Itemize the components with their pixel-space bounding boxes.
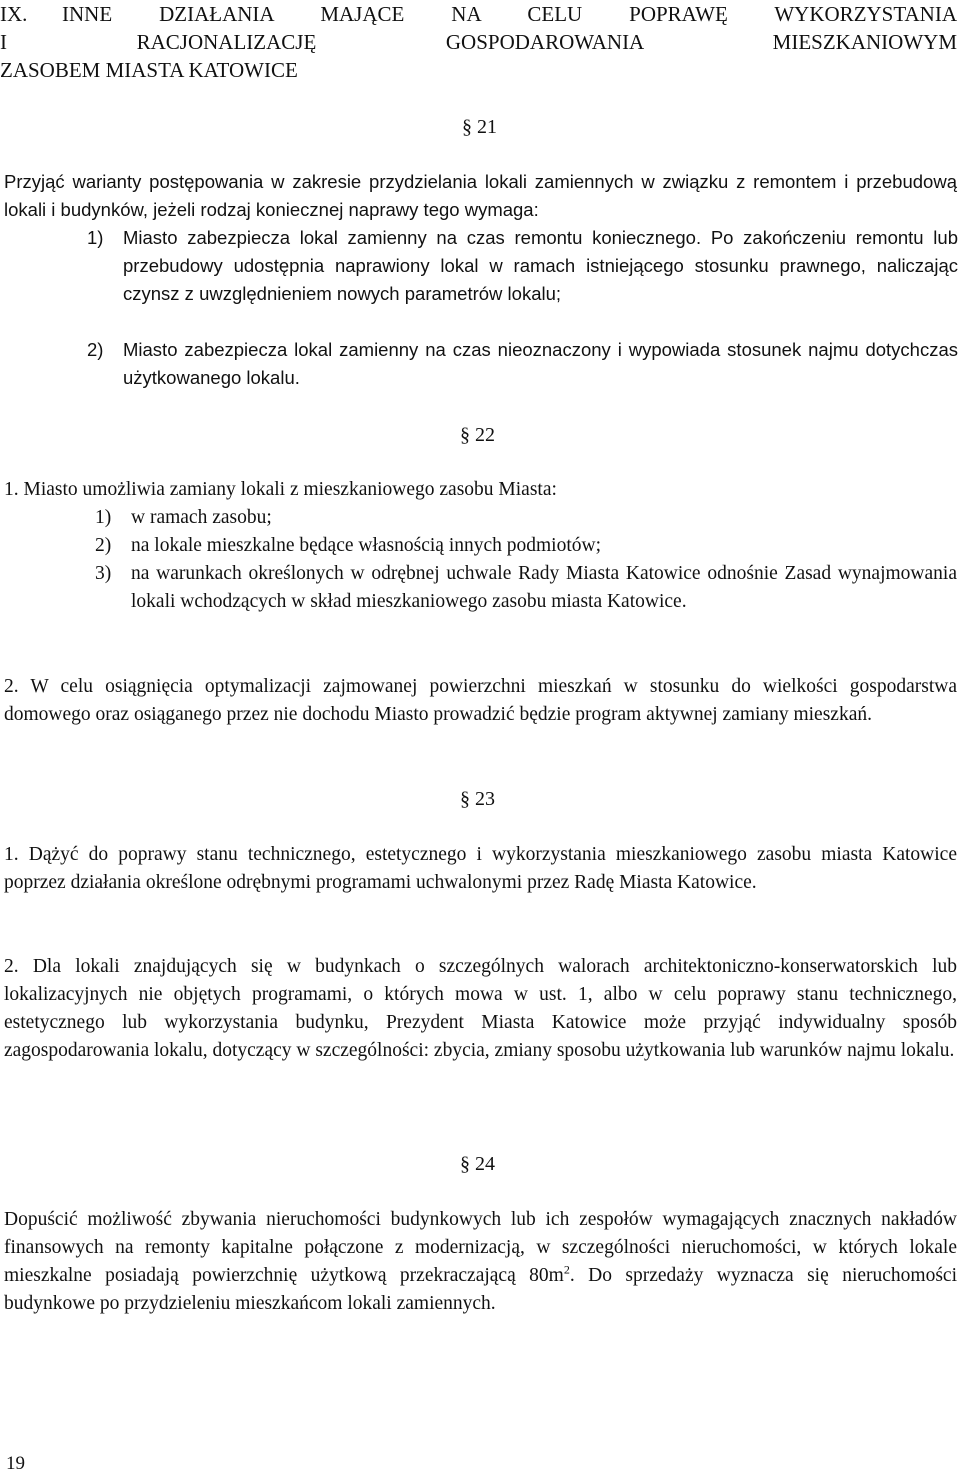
- item-marker: 2): [95, 535, 112, 556]
- chapter-heading: [0, 0, 957, 84]
- section-21-intro: Przyjąć warianty postępowania w zakresie przydzielania lokali zamiennych w związku z remontem i przebudową lokali i budynków, jeżeli rodzaj koniecznej naprawy tego wymaga:: [4, 171, 957, 220]
- section-mark-24: § 24: [460, 1153, 495, 1175]
- section-mark-21: § 21: [462, 116, 497, 138]
- page-number: 19: [6, 1453, 25, 1474]
- section-22-item-3: [95, 560, 957, 616]
- section-23-para-2: 2. Dla lokali znajdujących się w budynkach o szczególnych walorach architektoniczno-konserwatorskich lub lokalizacyjnych nie objętych programami, o których mowa w ust. 1, albo w celu poprawy stanu technicznego, estetycznego lub wykorzystania budynku, Prezydent Miasta Katowice może przyjąć indywidualny sposób zagospodarowania lokalu, dotyczący w szczególności: zbycia, zmiany sposobu użytkowania lub warunków najmu lokalu.: [4, 956, 957, 1061]
- chapter-title-line-3: ZASOBEM MIASTA KATOWICE: [0, 58, 298, 82]
- item-marker: 1): [87, 227, 104, 248]
- item-text: na lokale mieszkalne będące własnością innych podmiotów;: [131, 535, 602, 556]
- item-marker: 1): [95, 507, 112, 528]
- section-mark-22: § 22: [460, 424, 495, 446]
- chapter-title-line-1: INNE DZIAŁANIA MAJĄCE NA CELU POPRAWĘ WYKORZYSTANIA: [62, 2, 957, 26]
- section-22-item-2: [95, 532, 957, 560]
- item-text: na warunkach określonych w odrębnej uchwale Rady Miasta Katowice odnośnie Zasad wynajmowania lokali wchodzących w skład mieszkaniowego zasobu miasta Katowice.: [131, 563, 957, 612]
- superscript-exponent: 2: [563, 1262, 570, 1277]
- para-text-before: Dopuścić możliwość zbywania nieruchomości budynkowych lub ich zespołów wymagających znacznych nakładów finansowych na remonty kapitalne połączone z modernizacją, w szczególności nieruchomości, w których lokale mieszkalne posiadają powierzchnię użytkową przekraczającą 80m: [4, 1209, 957, 1286]
- section-22-para-1-lead: 1. Miasto umożliwia zamiany lokali z mieszkaniowego zasobu Miasta:: [4, 479, 557, 500]
- item-marker: 3): [95, 563, 112, 584]
- section-21-item-2: [87, 336, 958, 392]
- section-24-para-1: [4, 1206, 957, 1318]
- section-21-item-1: [87, 224, 958, 308]
- item-marker: 2): [87, 339, 104, 360]
- chapter-title-line-2: I RACJONALIZACJĘ GOSPODAROWANIA MIESZKANIOWYM: [0, 30, 957, 54]
- item-text: w ramach zasobu;: [131, 507, 272, 528]
- item-text: Miasto zabezpiecza lokal zamienny na czas remontu koniecznego. Po zakończeniu remontu lub przebudowy udostępnia naprawiony lokal w ramach istniejącego stosunku prawnego, naliczając czynsz z uwzględnieniem nowych parametrów lokalu;: [123, 227, 958, 304]
- section-22-item-1: [95, 504, 957, 532]
- section-mark-23: § 23: [460, 788, 495, 810]
- para-text-after: . Do sprzedaży wyznacza się nieruchomości budynkowe po przydzieleniu mieszkańcom lokali zamiennych.: [4, 1265, 957, 1314]
- section-22-para-2: 2. W celu osiągnięcia optymalizacji zajmowanej powierzchni mieszkań w stosunku do wielkości gospodarstwa domowego oraz osiąganego przez nie dochodu Miasto prowadzić będzie program aktywnej zamiany mieszkań.: [4, 676, 957, 725]
- item-text: Miasto zabezpiecza lokal zamienny na czas nieoznaczony i wypowiada stosunek najmu dotychczas użytkowanego lokalu.: [123, 339, 958, 388]
- chapter-number: IX.: [0, 2, 28, 26]
- section-23-para-1: 1. Dążyć do poprawy stanu technicznego, estetycznego i wykorzystania mieszkaniowego zasobu miasta Katowice poprzez działania określone odrębnymi programami uchwalonymi przez Radę Miasta Katowice.: [4, 844, 957, 893]
